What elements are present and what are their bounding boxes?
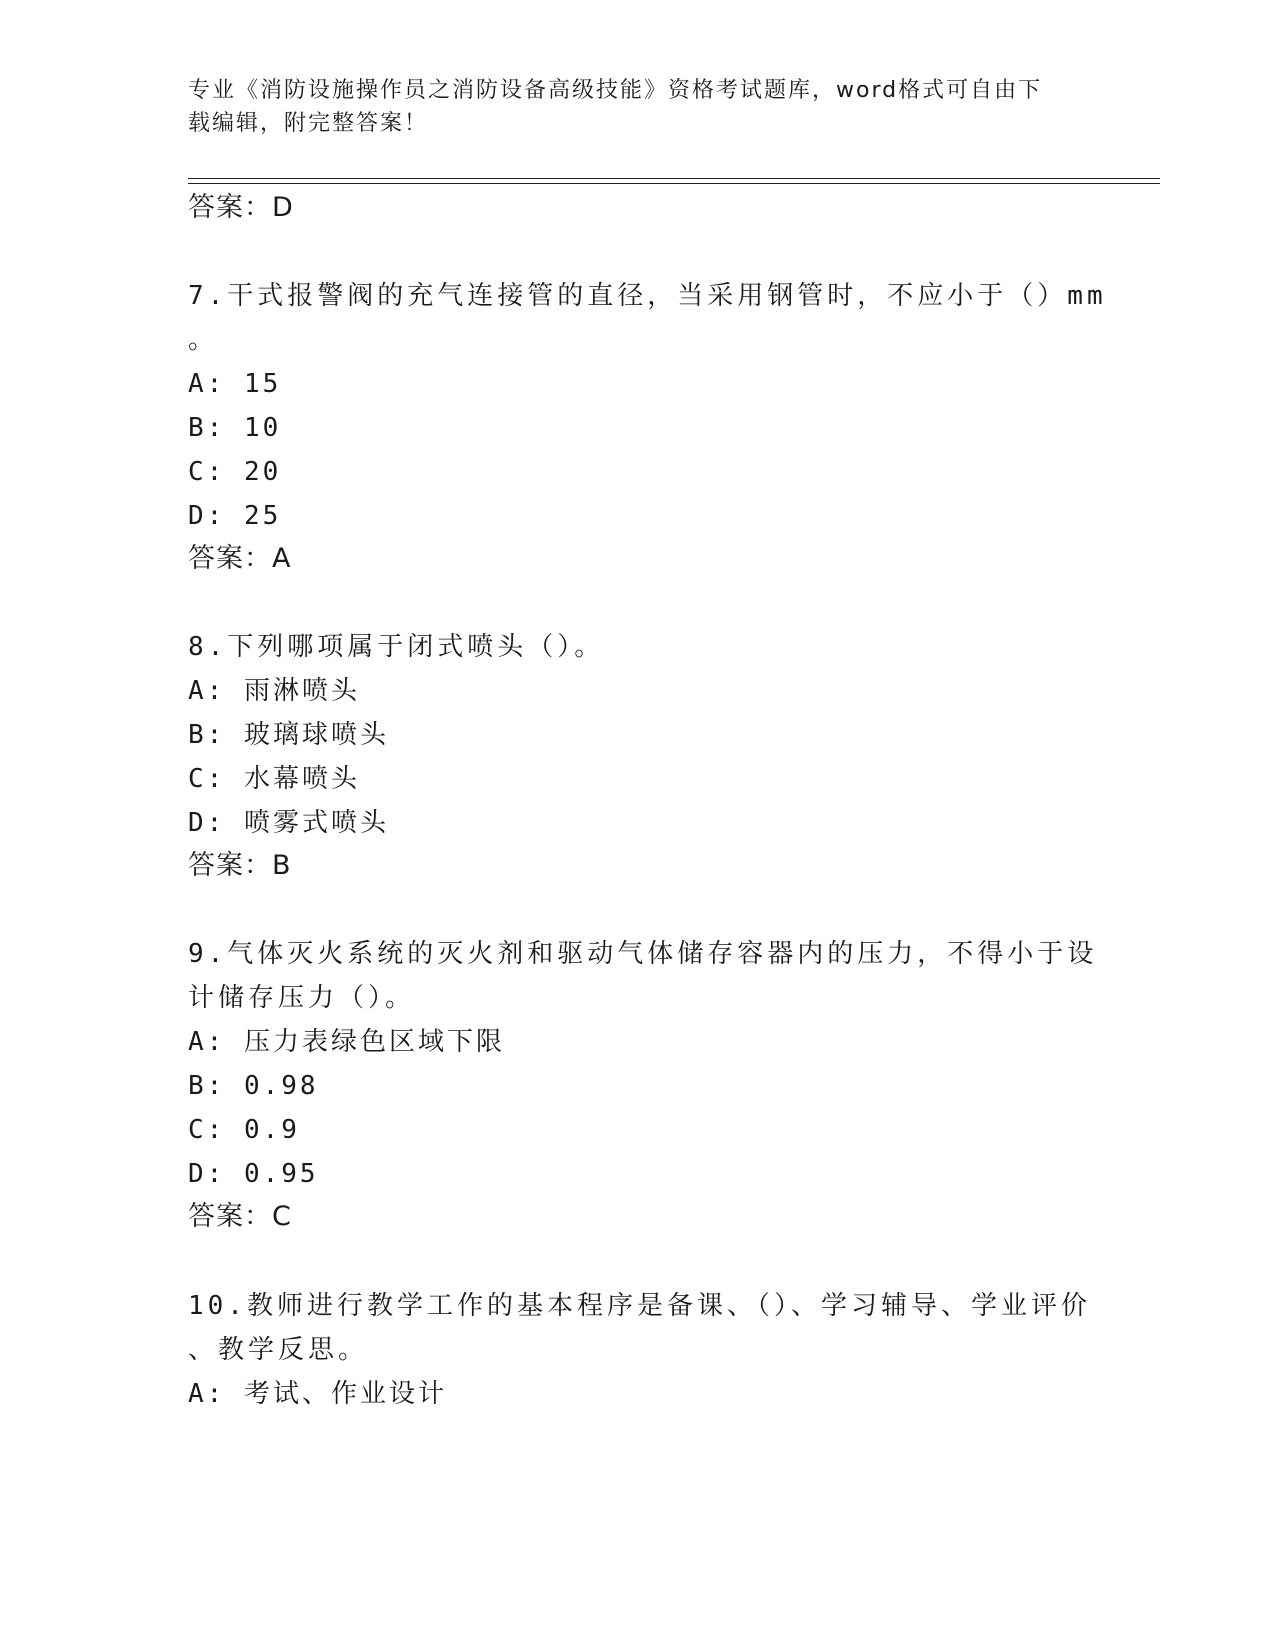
question-7-answer: 答案：A: [188, 543, 292, 574]
question-9-option-b: B: 0.98: [188, 1071, 319, 1101]
question-7-option-b: B: 10: [188, 413, 282, 443]
question-9-text-line-1: 9.气体灭火系统的灭火剂和驱动气体储存容器内的压力，不得小于设: [188, 939, 1098, 969]
question-8-answer: 答案：B: [188, 850, 292, 881]
header-rule-top: [188, 178, 1160, 179]
answer-label: 答案：D: [188, 192, 294, 223]
document-header: [188, 74, 1068, 140]
question-7-option-c: C: 20: [188, 457, 282, 487]
question-9-option-d: D: 0.95: [188, 1159, 319, 1189]
header-rule-bottom: [188, 183, 1160, 184]
question-7-text-line-1: 7.干式报警阀的充气连接管的直径，当采用钢管时，不应小于（）mm: [188, 281, 1107, 311]
question-10-text-line-1: 10.教师进行教学工作的基本程序是备课、（）、学习辅导、学业评价: [188, 1291, 1091, 1321]
question-8-option-b: B: 玻璃球喷头: [188, 720, 389, 750]
question-8-option-a: A: 雨淋喷头: [188, 676, 360, 706]
question-9-option-a: A: 压力表绿色区域下限: [188, 1027, 505, 1057]
question-7-text-line-2: 。: [188, 325, 219, 355]
question-9-option-c: C: 0.9: [188, 1115, 300, 1145]
question-9-text-line-2: 计储存压力（）。: [188, 983, 416, 1013]
question-7-option-a: A: 15: [188, 369, 282, 399]
question-8-option-c: C: 水幕喷头: [188, 764, 360, 794]
question-8-text-line-1: 8.下列哪项属于闭式喷头（）。: [188, 632, 605, 662]
question-10-text-line-2: 、教学反思。: [188, 1335, 369, 1365]
question-7-option-d: D: 25: [188, 501, 282, 531]
question-8-option-d: D: 喷雾式喷头: [188, 808, 389, 838]
header-line-2: 载编辑，附完整答案！: [188, 111, 429, 136]
header-line-1: 专业《消防设施操作员之消防设备高级技能》资格考试题库，word格式可自由下: [188, 78, 1043, 103]
question-9-answer: 答案：C: [188, 1201, 292, 1232]
question-10-option-a: A: 考试、作业设计: [188, 1379, 447, 1409]
